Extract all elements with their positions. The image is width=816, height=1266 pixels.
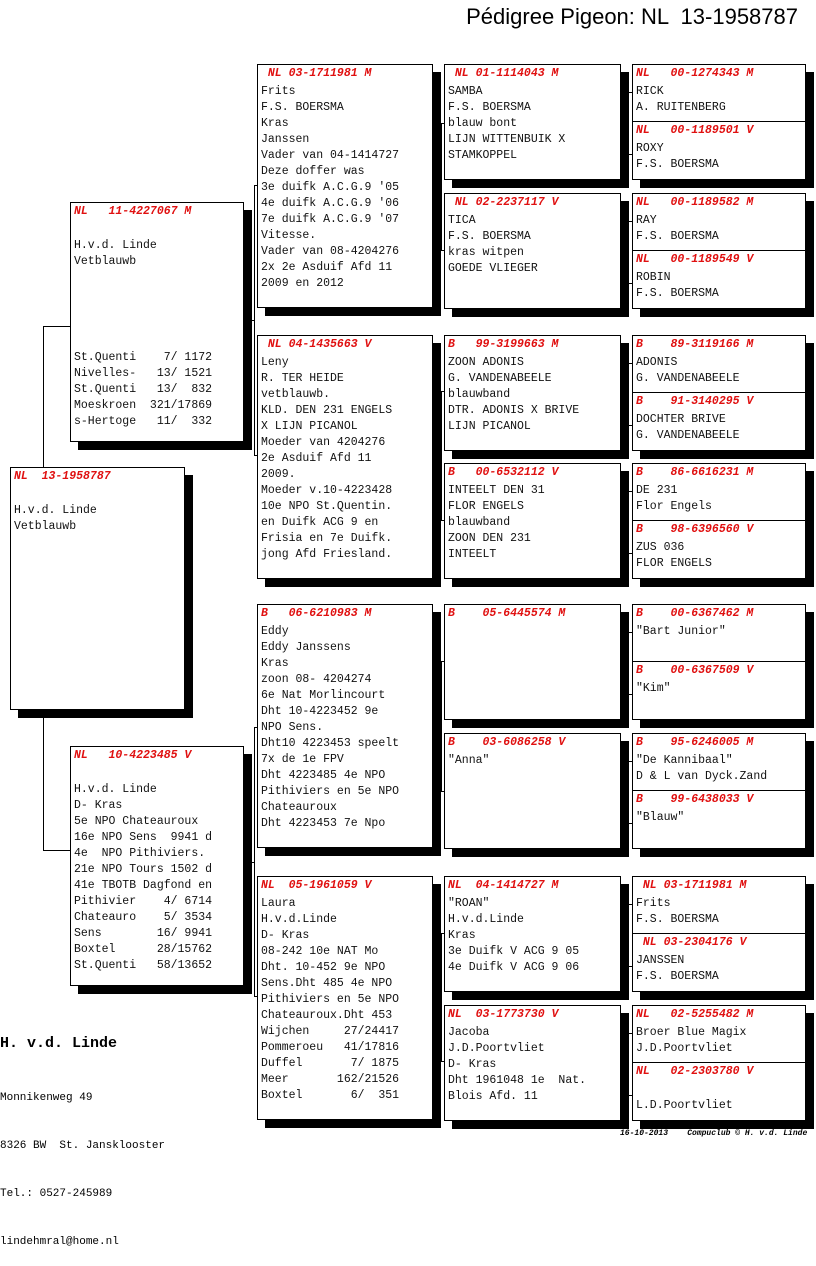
pedigree-line: INTEELT DEN 31 [448, 484, 545, 497]
pedigree-line [74, 318, 243, 334]
pedigree-line: SAMBA [448, 85, 483, 98]
pedigree-line: Dht 4223453 7e Npo [261, 817, 386, 830]
pedigree-line: Frits [261, 85, 296, 98]
connector-line [626, 92, 627, 154]
pedigree-line: G. VANDENABEELE [636, 372, 740, 385]
ring-number: B 91-3140295 V [636, 395, 754, 408]
pedigree-line [74, 222, 243, 238]
address-street: Monnikenweg 49 [0, 1092, 93, 1104]
pedigree-line: 5e NPO Chateauroux [74, 815, 199, 828]
ring-number: NL 00-1189582 M [636, 196, 754, 209]
pedigree-line: JANSSEN [636, 954, 685, 967]
pedigree-line: Broer Blue Magix [636, 1026, 747, 1039]
great-grandparent-box [444, 193, 621, 309]
great-great-grandparent-box [632, 463, 806, 521]
pedigree-line: A. RUITENBERG [636, 101, 726, 114]
great-great-grandparent-box [632, 604, 806, 662]
pedigree-line: ZOON DEN 231 [448, 532, 531, 545]
grandparent-box [257, 64, 433, 308]
connector-line [626, 632, 627, 694]
pedigree-line: FLOR ENGELS [636, 557, 712, 570]
pedigree-line: F.S. BOERSMA [261, 101, 344, 114]
pedigree-line: Dht 4223485 4e NPO [261, 769, 386, 782]
pedigree-line: Chateauro 5/ 3534 [74, 911, 213, 924]
pedigree-line: Leny [261, 356, 289, 369]
pedigree-line: Kras [261, 117, 289, 130]
pedigree-line: F.S. BOERSMA [448, 101, 531, 114]
pedigree-line: 2x 2e Asduif Afd 11 [261, 261, 393, 274]
pedigree-line [74, 766, 243, 782]
pedigree-line: F.S. BOERSMA [448, 230, 531, 243]
pedigree-line: en Duifk ACG 9 en [261, 516, 379, 529]
pedigree-line: ADONIS [636, 356, 678, 369]
connector-line [626, 904, 627, 966]
pedigree-line: D & L van Dyck.Zand [636, 770, 768, 783]
pedigree-line: Boxtel 28/15762 [74, 943, 213, 956]
connector-line [626, 221, 627, 283]
connector-line [626, 761, 627, 823]
ring-number: NL 03-1773730 V [448, 1008, 559, 1021]
pedigree-line: F.S. BOERSMA [636, 158, 719, 171]
ring-number: B 06-6210983 M [261, 607, 372, 620]
pedigree-line: 3e duifk A.C.G.9 '05 [261, 181, 400, 194]
ring-number: B 00-6367462 M [636, 607, 754, 620]
print-date: 16-10-2013 [620, 1129, 669, 1138]
pedigree-line: 4e NPO Pithiviers. [74, 847, 206, 860]
grandparent-box [257, 876, 433, 1120]
ring-number: NL 10-4223485 V [74, 749, 192, 762]
connector-line [620, 521, 627, 522]
great-great-grandparent-box [632, 933, 806, 992]
pedigree-line: ROXY [636, 142, 664, 155]
great-great-grandparent-box [632, 250, 806, 309]
pedigree-line: Kras [448, 929, 476, 942]
connector-line [620, 251, 627, 252]
great-great-grandparent-box [632, 661, 806, 720]
great-great-grandparent-box [632, 790, 806, 849]
pedigree-line: 2009. [261, 468, 296, 481]
pedigree-line: H.v.d. Linde [74, 783, 157, 796]
pedigree-line: Flor Engels [636, 500, 712, 513]
pedigree-line: Vetblauwb [74, 255, 137, 268]
connector-line [432, 997, 442, 998]
pedigree-line: Dht10 4223453 speelt [261, 737, 400, 750]
pedigree-line: "De Kannibaal" [636, 754, 733, 767]
pedigree-line: STAMKOPPEL [448, 149, 518, 162]
ring-number: B 00-6367509 V [636, 664, 754, 677]
pedigree-line: F.S. BOERSMA [636, 913, 719, 926]
ring-number: NL 00-1274343 M [636, 67, 754, 80]
pedigree-line: H.v.d.Linde [448, 913, 524, 926]
pedigree-line: Eddy [261, 625, 289, 638]
great-great-grandparent-box [632, 64, 806, 122]
pedigree-line: jong Afd Friesland. [261, 548, 393, 561]
ring-number: B 05-6445574 M [448, 607, 566, 620]
pedigree-line: Chateauroux.Dht 453 [261, 1009, 393, 1022]
pedigree-line: LIJN PICANOL [448, 420, 531, 433]
pedigree-line: TICA [448, 214, 476, 227]
pedigree-line [14, 487, 184, 503]
great-great-grandparent-box [632, 1005, 806, 1063]
ring-number: B 89-3119166 M [636, 338, 754, 351]
connector-line [626, 1033, 627, 1095]
connector-line [620, 122, 627, 123]
pedigree-line: Duffel 7/ 1875 [261, 1057, 400, 1070]
ring-number: NL 02-2303780 V [636, 1065, 754, 1078]
pedigree-line: Wijchen 27/24417 [261, 1025, 400, 1038]
pedigree-line: 7x de 1e FPV [261, 753, 344, 766]
pedigree-line: Pithiviers en 5e NPO [261, 993, 400, 1006]
ring-number: B 99-6438033 V [636, 793, 754, 806]
address-phone: Tel.: 0527-245989 [0, 1188, 113, 1200]
pedigree-line [74, 334, 243, 350]
pedigree-line: F.S. BOERSMA [636, 230, 719, 243]
pedigree-line [74, 302, 243, 318]
pedigree-line: R. TER HEIDE [261, 372, 344, 385]
pedigree-line: KLD. DEN 231 ENGELS [261, 404, 393, 417]
pedigree-line: Vetblauwb [14, 520, 77, 533]
pedigree-line: "Anna" [448, 754, 490, 767]
pedigree-line: Sens.Dht 485 4e NPO [261, 977, 393, 990]
pedigree-line: RAY [636, 214, 657, 227]
pedigree-line: DE 231 [636, 484, 678, 497]
pedigree-line: D- Kras [261, 929, 310, 942]
connector-line [432, 456, 442, 457]
pedigree-line: Moeder v.10-4223428 [261, 484, 393, 497]
pedigree-line: zoon 08- 4204274 [261, 673, 372, 686]
great-grandparent-box [444, 1005, 621, 1121]
ring-number: NL 03-1711981 M [261, 67, 372, 80]
pedigree-line: 2009 en 2012 [261, 277, 344, 290]
pedigree-line: F.S. BOERSMA [636, 970, 719, 983]
pedigree-line: X LIJN PICANOL [261, 420, 358, 433]
pedigree-line: "ROAN" [448, 897, 490, 910]
ring-number: NL 02-5255482 M [636, 1008, 754, 1021]
connector-line [620, 1063, 627, 1064]
great-grandparent-box [444, 64, 621, 180]
pedigree-line: Pommeroeu 41/17816 [261, 1041, 400, 1054]
pedigree-line: Dht 1961048 1e Nat. [448, 1074, 587, 1087]
great-grandparent-box [444, 463, 621, 579]
pedigree-line: 08-242 10e NAT Mo [261, 945, 379, 958]
pedigree-line: G. VANDENABEELE [636, 429, 740, 442]
pedigree-line: RICK [636, 85, 664, 98]
ring-number: B 98-6396560 V [636, 523, 754, 536]
pedigree-line: D- Kras [74, 799, 123, 812]
pedigree-line: Jacoba [448, 1026, 490, 1039]
connector-line [620, 393, 627, 394]
connector-line [432, 726, 442, 727]
pedigree-line: ROBIN [636, 271, 671, 284]
pedigree-line: 7e duifk A.C.G.9 '07 [261, 213, 400, 226]
pedigree-line: 4e Duifk V ACG 9 06 [448, 961, 580, 974]
great-great-grandparent-box [632, 876, 806, 934]
subject-box [10, 467, 185, 710]
pedigree-line: FLOR ENGELS [448, 500, 524, 513]
grandparent-box [257, 335, 433, 579]
great-great-grandparent-box [632, 121, 806, 180]
pedigree-line: Vader van 04-1414727 [261, 149, 400, 162]
credit: Compuclub © H. v.d. Linde [687, 1129, 808, 1138]
ring-number: B 95-6246005 M [636, 736, 754, 749]
sire-box [70, 202, 244, 442]
print-stamp [620, 1129, 807, 1138]
pedigree-line: St.Quenti 58/13652 [74, 959, 213, 972]
pedigree-line: 16e NPO Sens 9941 d [74, 831, 213, 844]
pedigree-line: Meer 162/21526 [261, 1073, 400, 1086]
ring-number: NL 02-2237117 V [448, 196, 559, 209]
pedigree-line: St.Quenti 13/ 832 [74, 383, 213, 396]
pedigree-line: Vader van 08-4204276 [261, 245, 400, 258]
pedigree-line: St.Quenti 7/ 1172 [74, 351, 213, 364]
pedigree-line: 4e duifk A.C.G.9 '06 [261, 197, 400, 210]
pedigree-line: 41e TBOTB Dagfond en [74, 879, 213, 892]
pedigree-line: 10e NPO St.Quentin. [261, 500, 393, 513]
ring-number: NL 04-1414727 M [448, 879, 559, 892]
pedigree-line: NPO Sens. [261, 721, 324, 734]
ring-number: B 03-6086258 V [448, 736, 566, 749]
pedigree-line: s-Hertoge 11/ 332 [74, 415, 213, 428]
connector-line [626, 363, 627, 425]
connector-line [620, 662, 627, 663]
pedigree-line: ZOON ADONIS [448, 356, 524, 369]
pedigree-line: "Blauw" [636, 811, 685, 824]
pedigree-line: 2e Asduif Afd 11 [261, 452, 372, 465]
connector-line [620, 791, 627, 792]
pedigree-line: Blois Afd. 11 [448, 1090, 538, 1103]
ring-number: NL 04-1435663 V [261, 338, 372, 351]
connector-line [43, 326, 70, 327]
pedigree-line: Dht 10-4223452 9e [261, 705, 379, 718]
pedigree-line: Moeder van 4204276 [261, 436, 386, 449]
address-city: 8326 BW St. Jansklooster [0, 1140, 166, 1152]
pedigree-line: DOCHTER BRIVE [636, 413, 726, 426]
pedigree-line: Frits [636, 897, 671, 910]
great-great-grandparent-box [632, 733, 806, 791]
pedigree-line: DTR. ADONIS X BRIVE [448, 404, 580, 417]
pedigree-line: H.v.d.Linde [261, 913, 337, 926]
pedigree-line: Janssen [261, 133, 310, 146]
pedigree-line: Moeskroen 321/17869 [74, 399, 213, 412]
ring-number: B 00-6532112 V [448, 466, 559, 479]
ring-number: B 99-3199663 M [448, 338, 559, 351]
great-great-grandparent-box [632, 392, 806, 451]
pedigree-line: Boxtel 6/ 351 [261, 1089, 400, 1102]
pedigree-line: G. VANDENABEELE [448, 372, 552, 385]
ring-number: B 86-6616231 M [636, 466, 754, 479]
owner-address [0, 1058, 165, 1266]
pedigree-line: kras witpen [448, 246, 524, 259]
owner-name: H. v.d. Linde [0, 1035, 118, 1052]
pedigree-line: 3e Duifk V ACG 9 05 [448, 945, 580, 958]
great-great-grandparent-box [632, 193, 806, 251]
pedigree-line: Dht. 10-452 9e NPO [261, 961, 386, 974]
grandparent-box [257, 604, 433, 848]
pedigree-line: J.D.Poortvliet [636, 1042, 733, 1055]
pedigree-line: Chateauroux [261, 801, 337, 814]
pedigree-line: Kras [261, 657, 289, 670]
pedigree-line: "Kim" [636, 682, 671, 695]
pedigree-line: F.S. BOERSMA [636, 287, 719, 300]
pedigree-line: LIJN WITTENBUIK X [448, 133, 566, 146]
pedigree-line [74, 270, 243, 286]
pedigree-line [74, 286, 243, 302]
pedigree-line: blauwband [448, 516, 511, 529]
connector-line [43, 850, 70, 851]
pedigree-line: Vitesse. [261, 229, 317, 242]
pedigree-line: H.v.d. Linde [14, 504, 97, 517]
pedigree-line: L.D.Poortvliet [636, 1099, 733, 1112]
ring-number: NL 05-1961059 V [261, 879, 372, 892]
ring-number: NL 13-1958787 [14, 470, 111, 483]
ring-number: NL 11-4227067 M [74, 205, 192, 218]
ring-number: NL 01-1114043 M [448, 67, 559, 80]
connector-line [243, 320, 255, 321]
address-email: lindehmral@home.nl [0, 1236, 119, 1248]
pedigree-line: J.D.Poortvliet [448, 1042, 545, 1055]
pedigree-line: H.v.d. Linde [74, 239, 157, 252]
pedigree-line: Nivelles- 13/ 1521 [74, 367, 213, 380]
pedigree-line: blauwband [448, 388, 511, 401]
great-great-grandparent-box [632, 520, 806, 579]
great-great-grandparent-box [632, 1062, 806, 1121]
pedigree-line: 6e Nat Morlincourt [261, 689, 386, 702]
great-grandparent-box [444, 733, 621, 849]
dam-box [70, 746, 244, 986]
great-grandparent-box [444, 335, 621, 451]
pedigree-line: blauw bont [448, 117, 518, 130]
pedigree-line: Laura [261, 897, 296, 910]
pedigree-line: ZUS 036 [636, 541, 685, 554]
pedigree-line: Pithiviers en 5e NPO [261, 785, 400, 798]
pedigree-line: Frisia en 7e Duifk. [261, 532, 393, 545]
connector-line [243, 862, 255, 863]
pedigree-line: vetblauwb. [261, 388, 331, 401]
connector-line [626, 491, 627, 553]
pedigree-line [636, 1082, 805, 1098]
page-title: Pédigree Pigeon: NL 13-1958787 [466, 4, 798, 29]
connector-line [432, 186, 442, 187]
pedigree-line: 21e NPO Tours 1502 d [74, 863, 213, 876]
pedigree-line: Deze doffer was [261, 165, 365, 178]
great-great-grandparent-box [632, 335, 806, 393]
ring-number: NL 03-1711981 M [636, 879, 747, 892]
great-grandparent-box [444, 876, 621, 992]
ring-number: NL 00-1189549 V [636, 253, 754, 266]
pedigree-line: GOEDE VLIEGER [448, 262, 538, 275]
pedigree-line: INTEELT [448, 548, 497, 561]
ring-number: NL 00-1189501 V [636, 124, 754, 137]
ring-number: NL 03-2304176 V [636, 936, 747, 949]
pedigree-line: D- Kras [448, 1058, 497, 1071]
pedigree-line: Eddy Janssens [261, 641, 351, 654]
great-grandparent-box [444, 604, 621, 720]
pedigree-line: "Bart Junior" [636, 625, 726, 638]
connector-line [620, 934, 627, 935]
pedigree-line: Sens 16/ 9941 [74, 927, 213, 940]
pedigree-line: Pithivier 4/ 6714 [74, 895, 213, 908]
